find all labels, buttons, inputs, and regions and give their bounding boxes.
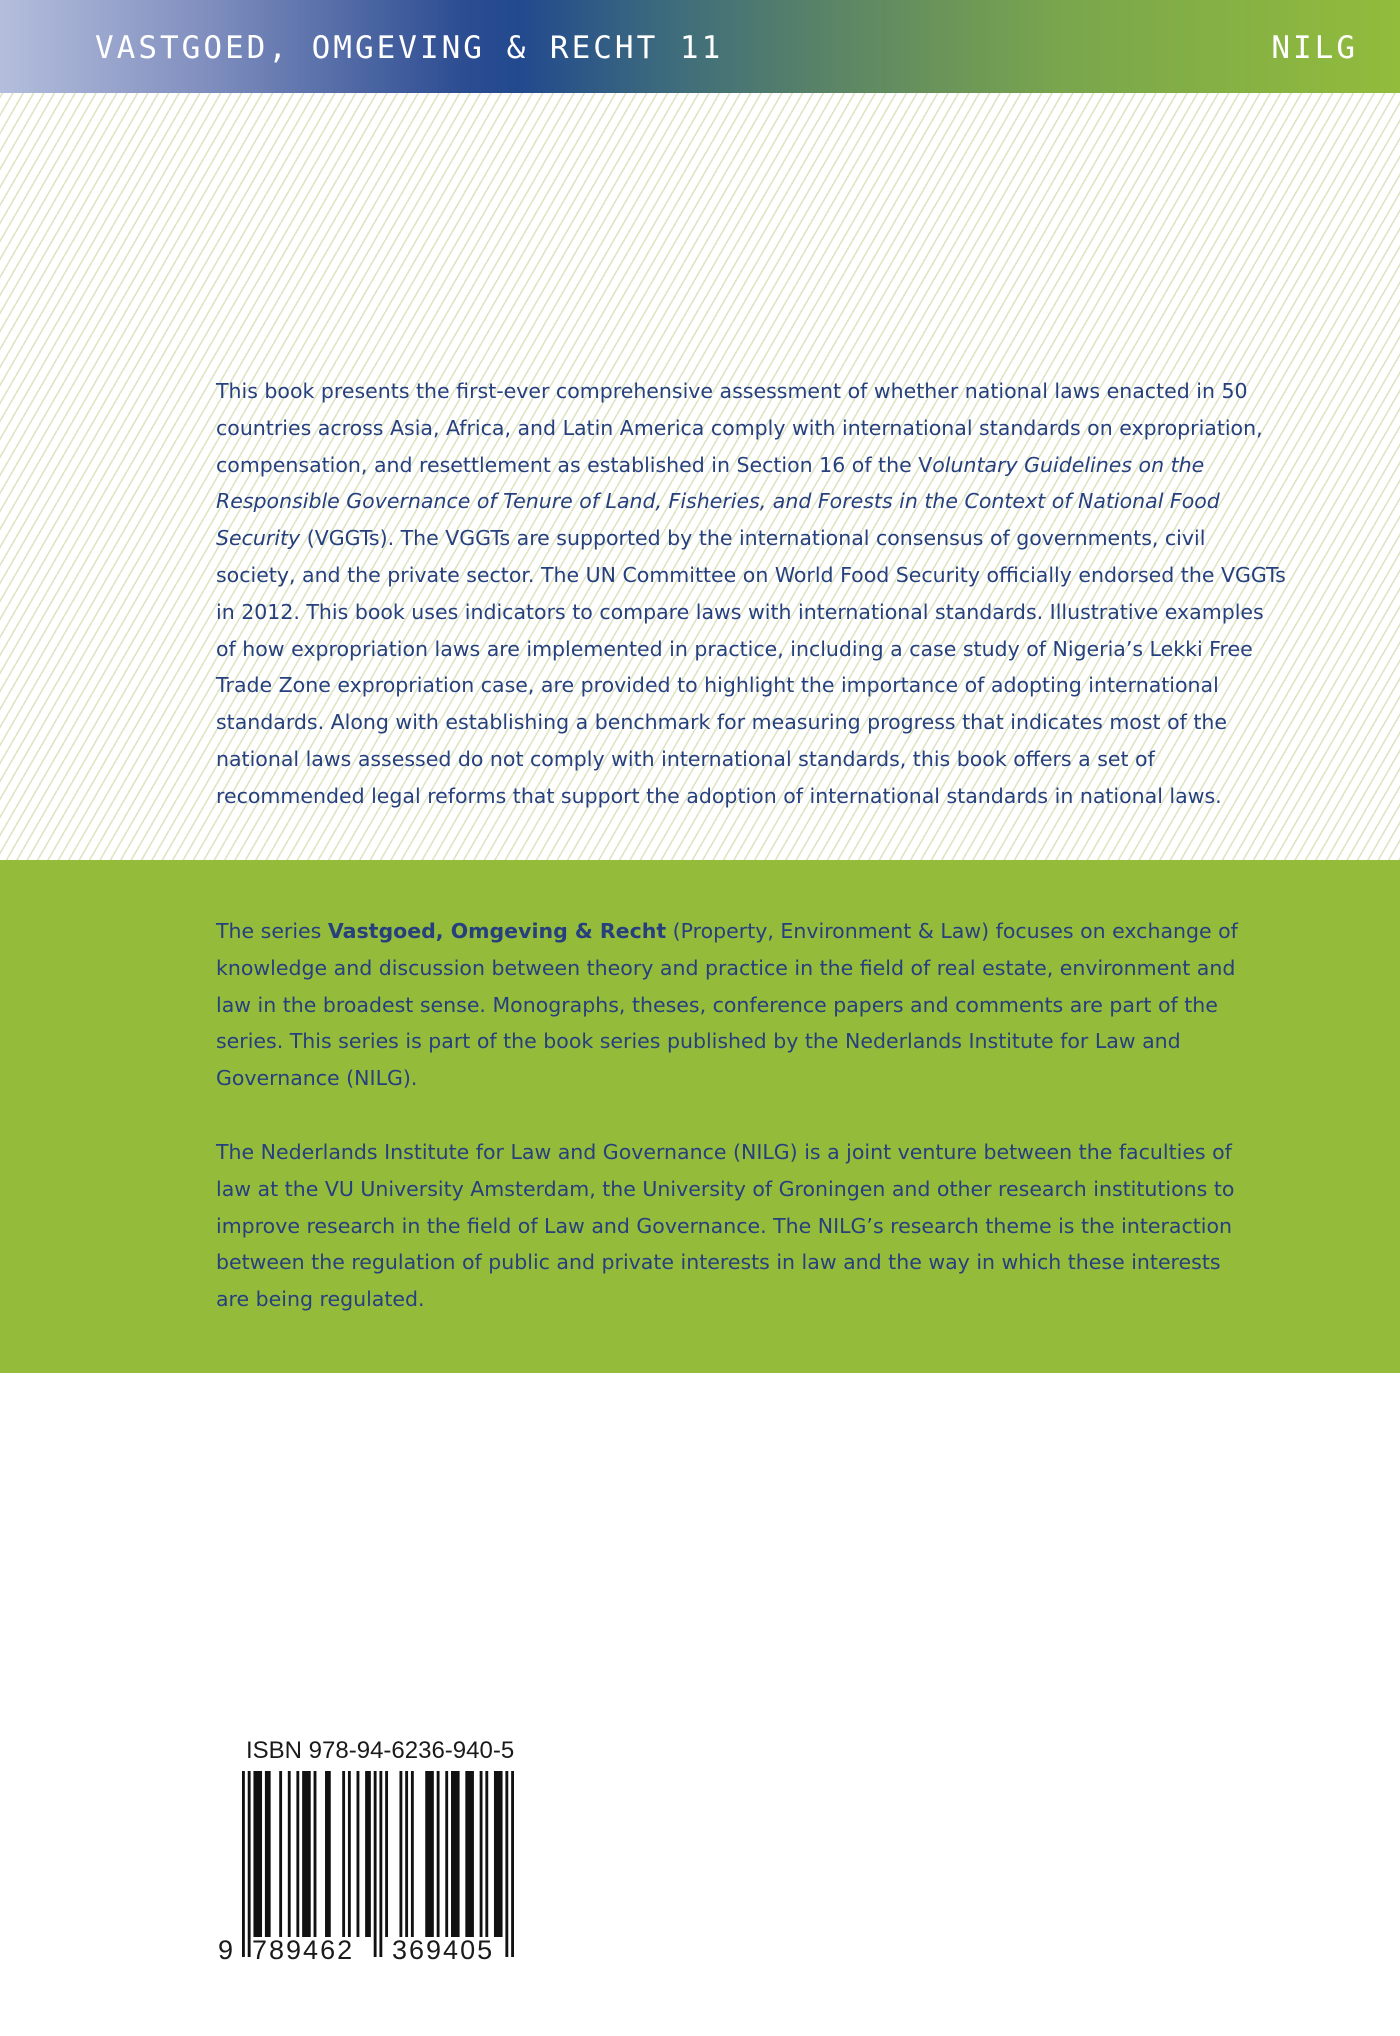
isbn-label: ISBN 978-94-6236-940-5 xyxy=(246,1737,515,1764)
barcode-bar xyxy=(342,1771,345,1937)
barcode-bar xyxy=(248,1771,251,1957)
publisher-name: NILG xyxy=(1271,30,1358,66)
barcode-digit-first: 9 xyxy=(218,1935,234,1965)
barcode-bar xyxy=(296,1771,299,1937)
barcode-bar xyxy=(265,1771,271,1937)
barcode-bar xyxy=(374,1771,377,1957)
barcode-digits xyxy=(218,1935,494,1965)
barcode-bar xyxy=(465,1771,474,1937)
series-name: Vastgoed, Omgeving & Recht xyxy=(327,919,667,943)
barcode-bar xyxy=(494,1771,503,1937)
barcode-bar xyxy=(437,1771,440,1937)
barcode-bar xyxy=(385,1771,388,1937)
series-description xyxy=(216,913,1256,1097)
barcode-bar xyxy=(302,1771,311,1937)
barcode-bar xyxy=(288,1771,291,1937)
barcode-bar xyxy=(242,1771,245,1957)
nilg-description: The Nederlands Institute for Law and Governance (NILG) is a joint venture between the faculties of law at the VU University Amsterdam, the University of Groningen and other research institutions to improve research in the field of Law and Governance. The NILG’s research theme is the interaction between the regulation of public and private interests in law and the way in which these interests are being regulated. xyxy=(216,1140,1235,1312)
barcode-bar xyxy=(451,1771,460,1937)
series-desc-prefix: The series xyxy=(216,919,328,943)
barcode-bar xyxy=(279,1771,282,1937)
barcode-bar xyxy=(314,1771,317,1937)
blurb-part-2: (VGGTs). The VGGTs are supported by the international consensus of governments, civil society, and the private sector. The UN Committee on World Food Security officially endorsed the VGGTs in 2012. This book uses indicators to compare laws with international standards. Illustrative examples of how expropriation laws are implemented in practice, including a case study of Nigeria’s Lekki Free Trade Zone expropriation case, are provided to highlight the importance of adopting international standards. Along with establishing a benchmark for measuring progress that indicates most of the national laws assessed do not comply with international standards, this book offers a set of recommended legal reforms that support the adoption of international standards in national laws. xyxy=(216,526,1286,808)
barcode-bar xyxy=(505,1771,508,1957)
isbn-barcode xyxy=(242,1771,514,1957)
barcode-bar xyxy=(511,1771,514,1957)
series-desc-suffix: (Property, Environment & Law) focuses on exchange of knowledge and discussion between theory and practice in the field of real estate, environment and law in the broadest sense. Monographs, theses, conference papers and comments are part of the series. This series is part of the book series published by the Nederlands Institute for Law and Governance (NILG). xyxy=(216,919,1238,1091)
barcode-bar xyxy=(357,1771,360,1937)
barcode-bar xyxy=(253,1771,262,1937)
barcode-bar xyxy=(480,1771,483,1937)
book-description xyxy=(216,373,1286,815)
barcode-bar xyxy=(325,1771,331,1937)
vggt-title: oluntary Guidelines on the Responsible Governance of Tenure of Land, Fisheries, and Forests in the Context of National Food Security xyxy=(216,452,1220,551)
barcode-bar xyxy=(348,1771,351,1937)
blurb-part-1: This book presents the first-ever comprehensive assessment of whether national laws enacted in 50 countries across Asia, Africa, and Latin America comply with international standards on expropriation, compensation, and resettlement as established in Section 16 of the V xyxy=(216,379,1263,477)
barcode-bar xyxy=(405,1771,408,1937)
series-header-bar xyxy=(0,0,1400,93)
barcode-bar xyxy=(411,1771,414,1937)
barcode-digit-group-right: 369405 xyxy=(392,1935,495,1965)
barcode-bar xyxy=(399,1771,402,1937)
series-title: VASTGOED, OMGEVING & RECHT 11 xyxy=(95,30,724,66)
barcode-bar xyxy=(365,1771,371,1937)
barcode-bar xyxy=(425,1771,434,1937)
barcode-bar xyxy=(445,1771,448,1937)
barcode-bar xyxy=(379,1771,382,1957)
barcode-digit-group-left: 789462 xyxy=(252,1935,355,1965)
barcode-bar xyxy=(485,1771,488,1937)
